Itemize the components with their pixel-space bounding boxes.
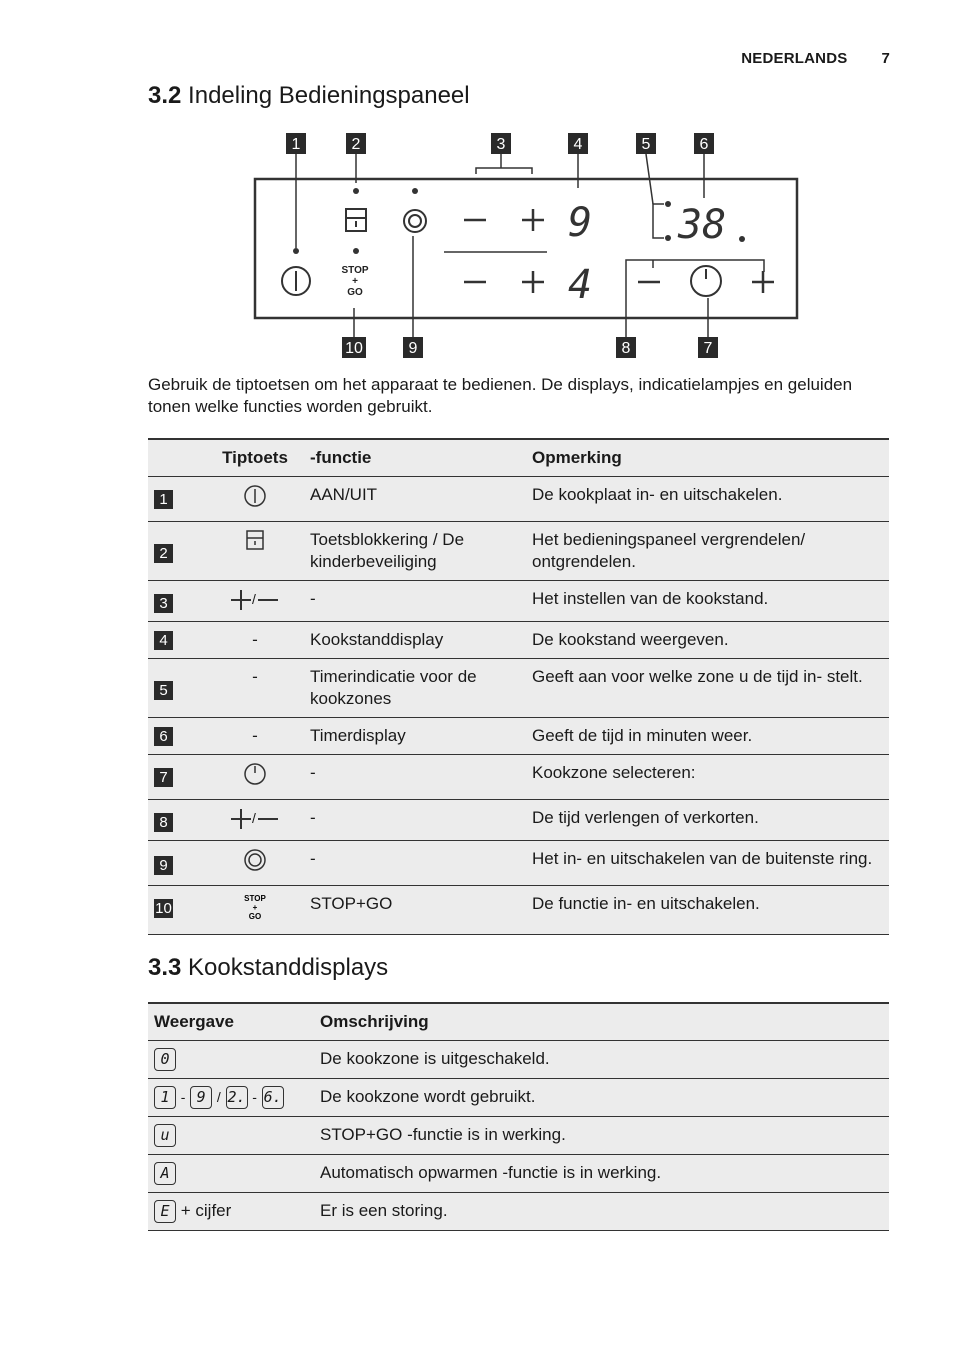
table-row: A Automatisch opwarmen -functie is in werking. — [148, 1155, 889, 1193]
intro-text: Gebruik de tiptoetsen om het apparaat te bedienen. De displays, indicatielampjes en geluiden tonen welke functies worden gebruikt. — [148, 375, 853, 416]
panel-outline — [255, 179, 797, 318]
outer-ring-icon — [404, 210, 426, 232]
control-panel-diagram — [148, 128, 889, 368]
callout-5-label: 5 — [641, 136, 651, 153]
callout-8-label: 8 — [621, 340, 631, 357]
heat-minus-plus-top — [464, 209, 774, 293]
callout-6-label: 6 — [699, 136, 709, 153]
callout-7-label: 7 — [703, 340, 713, 357]
table-row: E + cijfer Er is een storing. — [148, 1193, 889, 1231]
zone-select-icon — [691, 266, 721, 296]
page-header — [741, 50, 890, 67]
svg-text:GO: GO — [347, 287, 363, 298]
table-row: 0 De kookzone is uitgeschakeld. — [148, 1041, 889, 1079]
header-language: NEDERLANDS — [741, 50, 848, 67]
callout-2-label: 2 — [351, 136, 361, 153]
page-number: 7 — [881, 50, 890, 67]
table-row: 10 STOP + GO STOP+GO De functie in- en uitschakelen. — [148, 886, 889, 935]
on-off-icon — [243, 484, 267, 508]
heat-display-top: 9 — [568, 200, 593, 246]
lock-icon — [244, 529, 266, 551]
stop-go-icon — [341, 265, 368, 298]
table-row: 8 / - De tijd verlengen of verkorten. — [148, 800, 889, 841]
zone-select-icon — [243, 762, 267, 786]
section-3-3-title: 3.3 Kookstanddisplays — [148, 954, 389, 981]
stop-go-icon — [241, 893, 269, 921]
svg-text:+: + — [252, 903, 258, 912]
on-off-icon — [282, 267, 310, 295]
plus-icon — [230, 808, 252, 830]
svg-text:GO: GO — [248, 912, 262, 921]
table-row: 5 - Timerindicatie voor de kookzones Geeft aan voor welke zone u de tijd in- stelt. — [148, 659, 889, 718]
callout-3-label: 3 — [496, 136, 506, 153]
callout-10-label: 10 — [345, 340, 363, 357]
outer-ring-icon — [243, 848, 267, 872]
section-3-2-title: 3.2 Indeling Bedieningspaneel — [148, 82, 470, 109]
svg-text:STOP: STOP — [244, 894, 266, 903]
table-row: u STOP+GO -functie is in werking. — [148, 1117, 889, 1155]
table-row: 1 AAN/UIT De kookplaat in- en uitschakelen. — [148, 477, 889, 522]
control-table: Tiptoets -functie Opmerking 1 AAN/UIT De kookplaat in- en uitschakelen. 2 Toetsblokkering / De kinderbeveiliging Het bedieningspaneel vergrendelen/ ontgrendelen. 3 / - Het instellen van de kookstand. 4 - Kookstanddisplay De kookstand weergeven. 5 - Timerindicatie voor de kookzones Geeft aan voor welke zone u de tijd in- stelt. 6 - Timerdisplay Geeft de tijd in minuten weer. 7 - Kookzone selecteren: 8 / - De tijd verlengen of verkorten. 9 - Het in- en uitschakelen van de buitenste ring. 10 STOP + GO STOP+GO De functie in- en uitschakelen. — [148, 438, 889, 935]
table-row: 6 - Timerdisplay Geeft de tijd in minuten weer. — [148, 718, 889, 755]
svg-text:STOP: STOP — [341, 265, 369, 276]
minus-icon — [256, 589, 280, 611]
timer-display: 38 — [678, 202, 727, 248]
heat-display-bottom: 4 — [568, 262, 593, 308]
table-row: 2 Toetsblokkering / De kinderbeveiliging Het bedieningspaneel vergrendelen/ ontgrendelen. — [148, 522, 889, 581]
table-row: 1 - 9 / 2. - 6. De kookzone wordt gebruikt. — [148, 1079, 889, 1117]
display-table: Weergave Omschrijving 0 De kookzone is uitgeschakeld. 1 - 9 / 2. - 6. De kookzone wordt gebruikt. u STOP+GO -functie is in werking. A Automatisch opwarmen -functie is in werking. E + cijfer Er is een storing. — [148, 1002, 889, 1231]
table-row: 9 - Het in- en uitschakelen van de buitenste ring. — [148, 841, 889, 886]
callout-1-label: 1 — [291, 136, 301, 153]
plus-icon — [230, 589, 252, 611]
table-row: 7 - Kookzone selecteren: — [148, 755, 889, 800]
callout-4-label: 4 — [573, 136, 583, 153]
table-row: 4 - Kookstanddisplay De kookstand weergeven. — [148, 622, 889, 659]
table-row: 3 / - Het instellen van de kookstand. — [148, 581, 889, 622]
minus-icon — [256, 808, 280, 830]
svg-text:+: + — [352, 276, 358, 287]
callout-9-label: 9 — [408, 340, 418, 357]
lock-icon — [346, 209, 366, 231]
